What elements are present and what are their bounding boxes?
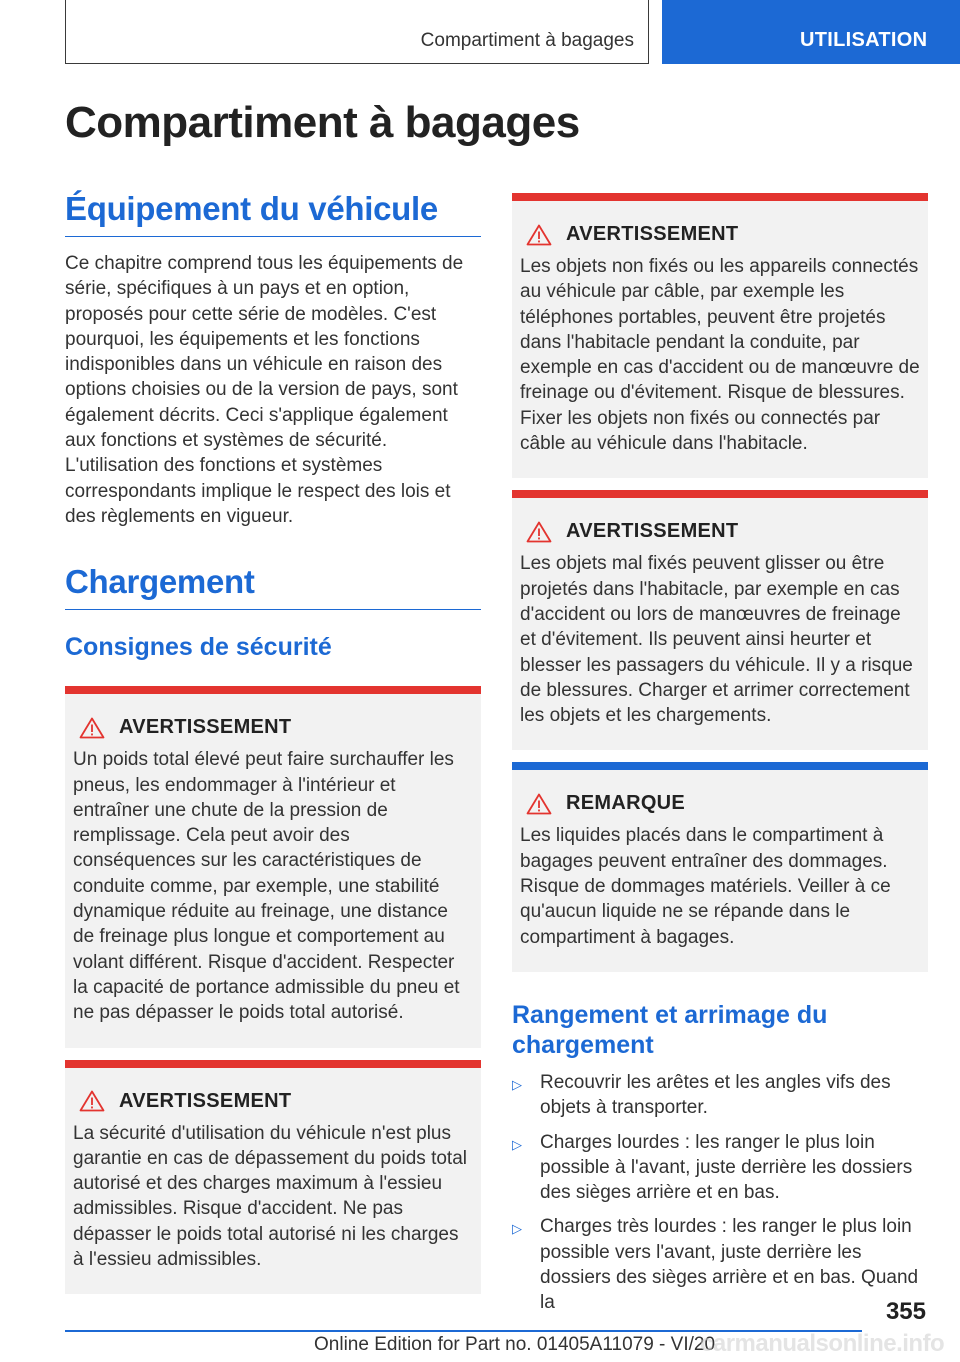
watermark-text: carmanualsonline.info [700,1330,945,1357]
header-chapter-tab [662,0,960,64]
list-item [512,1130,928,1206]
list-item [512,1214,928,1315]
left-column [65,190,481,1294]
warning-triangle-icon [79,717,105,739]
note-title: REMARQUE [566,792,686,815]
warning-text: Un poids total élevé peut faire surchauffer les pneus, les endommager à l'intérieur et entraîner une chute de la pression de remplissage. Cela peut avoir des conséquences sur les caractéristiques de conduite comme, par exemple, une stabilité dynamique réduite au freinage, une distance de freinage plus longue et comportement au volant différent. Risque d'accident. Respecter la capacité de portance admissible du pneu et ne pas dépasser le poids total autorisé. [73,749,460,1024]
warning-text: La sécurité d'utilisation du véhicule n'est plus garantie en cas de dépassement du poids total autorisé et des charges maximum à l'essieu admissibles. Risque d'accident. Ne pas dépasser le poids total autorisé ni les charges à l'essieu admissibles. [73,1122,467,1271]
header-chapter-title: UTILISATION [800,29,928,51]
heading-loading: Chargement [65,563,481,610]
warning-triangle-icon [526,793,552,815]
triangle-bullet-icon: ▷ [512,1136,522,1152]
heading-safety: Consignes de sécurité [65,633,332,662]
heading-storage: Rangement et arrimage du chargement [512,1000,828,1059]
warning-box-2 [65,1060,481,1295]
storage-list [512,1070,928,1316]
page-title: Compartiment à bagages [65,98,580,147]
header-section-title: Compartiment à bagages [420,30,634,51]
warning-box-3 [512,193,928,478]
right-column [512,193,928,1325]
warning-text: Les objets non fixés ou les appareils connectés au véhicule par câble, par exemple les téléphones portables, peuvent être projetés dans l'habitacle pendant la conduite, par exemple en cas d'accident ou de manœuvre de freinage ou d'évitement. Risque de blessures. Fixer les objets non fixés ou connectés par câble au véhicule dans l'habitacle. [520,256,920,455]
note-text: Les liquides placés dans le compartiment à bagages peuvent entraîner des dommages. Risque de dommages matériels. Veiller à ce qu'aucun liquide ne se répande dans le compartiment à bagages. [520,825,891,948]
list-item-text: Charges très lourdes : les ranger le plus loin possible vers l'avant, juste derrière les dossiers des sièges arrière et en bas. Quand la [540,1216,919,1314]
list-item-text: Recouvrir les arêtes et les angles vifs des objets à transporter. [540,1071,891,1119]
footer-edition: Online Edition for Part no. 01405A11079 - VI/20 [314,1334,716,1355]
warning-triangle-icon [526,224,552,246]
heading-equipment: Équipement du véhicule [65,190,481,237]
warning-text: Les objets mal fixés peuvent glisser ou être projetés dans l'habitacle, par exemple en cas d'accident ou lors de manœuvres de freinage et d'évitement. Ils peuvent ainsi heurter et blesser les passagers du véhicule. Il y a risque de blessures. Charger et arrimer correctement les objets et les chargements. [520,553,913,727]
page-number: 355 [885,1298,926,1325]
warning-title: AVERTISSEMENT [566,520,739,543]
triangle-bullet-icon: ▷ [512,1076,522,1092]
warning-title: AVERTISSEMENT [566,223,739,245]
warning-triangle-icon [79,1090,105,1112]
warning-title: AVERTISSEMENT [119,1089,292,1112]
warning-box-4 [512,490,928,750]
triangle-bullet-icon: ▷ [512,1221,522,1237]
equipment-text: Ce chapitre comprend tous les équipements de série, spécifiques à un pays et en option, proposés pour cette série de modèles. C'est pourquoi, les équipements et les fonctions indisponibles dans un véhicule en raison des options choisies ou de la version de pays, sont également décrits. Ceci s'applique également aux fonctions et systèmes de sécurité. L'utilisation des fonctions et systèmes correspondants implique le respect des lois et des règlements en vigueur. [65,253,464,527]
header-section-box [65,0,649,64]
warning-box-1 [65,686,481,1047]
warning-triangle-icon [526,521,552,543]
list-item-text: Charges lourdes : les ranger le plus loin possible à l'avant, juste derrière les dossiers des sièges arrière et en bas. [540,1131,913,1204]
note-box-1 [512,762,928,971]
warning-title: AVERTISSEMENT [119,716,292,739]
list-item [512,1070,928,1121]
